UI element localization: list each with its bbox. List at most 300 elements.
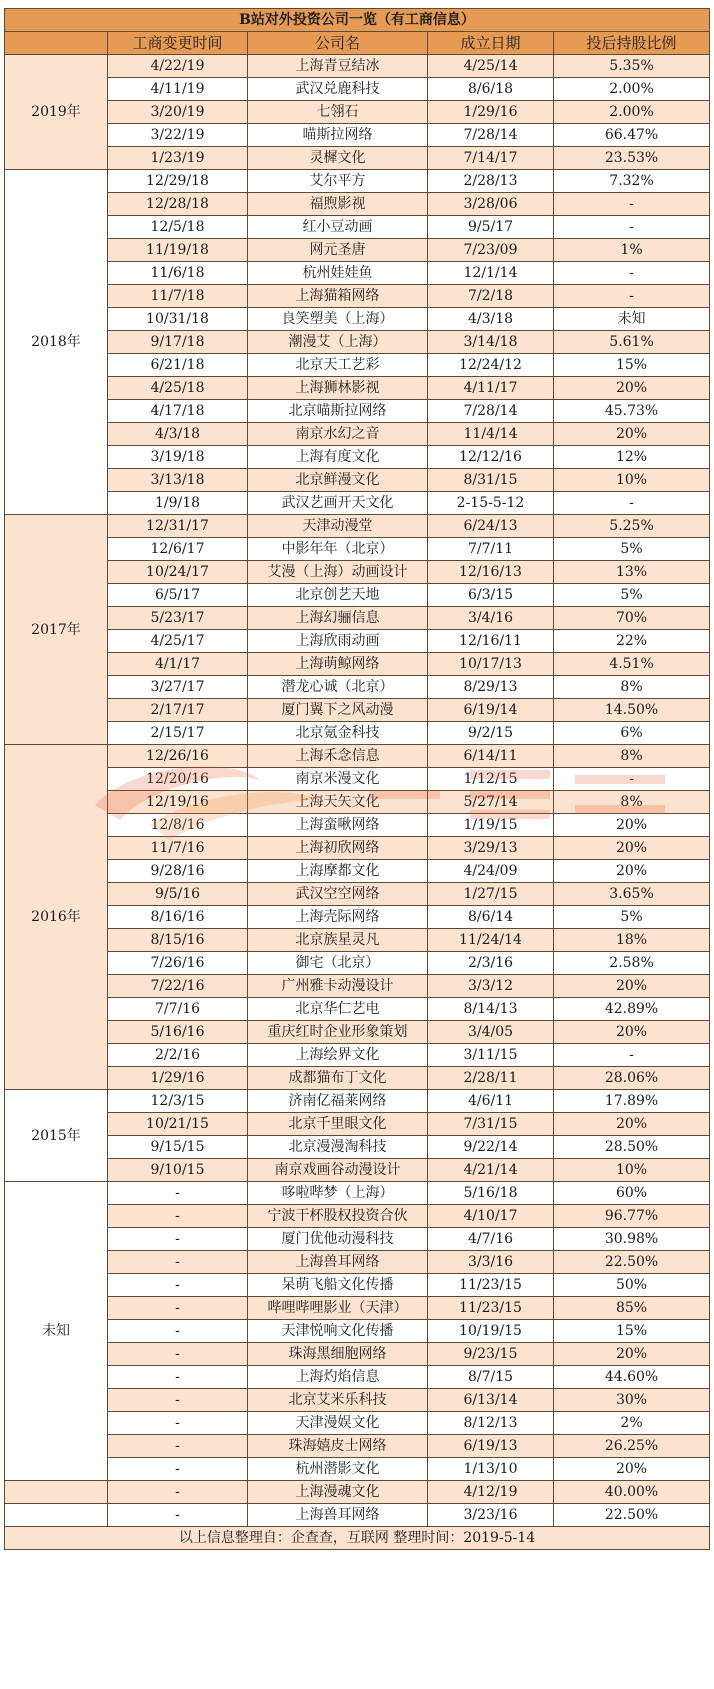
company-cell: 中影年年（北京） bbox=[248, 538, 428, 561]
header-corner bbox=[5, 32, 108, 55]
founded-cell: 9/5/17 bbox=[428, 216, 554, 239]
company-cell: 北京天工艺彩 bbox=[248, 354, 428, 377]
table-row bbox=[5, 952, 710, 975]
change-date-cell: 12/8/16 bbox=[108, 814, 248, 837]
stake-cell: 13% bbox=[554, 561, 710, 584]
stake-cell: 42.89% bbox=[554, 998, 710, 1021]
source-note: 以上信息整理自：企查查，互联网 整理时间：2019-5-14 bbox=[5, 1527, 710, 1550]
founded-cell: 3/4/05 bbox=[428, 1021, 554, 1044]
founded-cell: 11/24/14 bbox=[428, 929, 554, 952]
company-cell: 珠海嬉皮士网络 bbox=[248, 1435, 428, 1458]
table-row bbox=[5, 1504, 710, 1527]
stake-cell: - bbox=[554, 1044, 710, 1067]
change-date-cell: 1/23/19 bbox=[108, 147, 248, 170]
stake-cell: 50% bbox=[554, 1274, 710, 1297]
founded-cell: 7/23/09 bbox=[428, 239, 554, 262]
change-date-cell: 12/3/15 bbox=[108, 1090, 248, 1113]
change-date-cell: 4/25/17 bbox=[108, 630, 248, 653]
company-cell: 潜龙心诚（北京） bbox=[248, 676, 428, 699]
table-row bbox=[5, 929, 710, 952]
table-row bbox=[5, 607, 710, 630]
company-cell: 南京米漫文化 bbox=[248, 768, 428, 791]
company-cell: 哆啦哔梦（上海） bbox=[248, 1182, 428, 1205]
change-date-cell: 12/6/17 bbox=[108, 538, 248, 561]
founded-cell: 2/28/13 bbox=[428, 170, 554, 193]
company-cell: 北京喵斯拉网络 bbox=[248, 400, 428, 423]
table-row bbox=[5, 193, 710, 216]
founded-cell: 10/17/13 bbox=[428, 653, 554, 676]
company-cell: 上海壳际网络 bbox=[248, 906, 428, 929]
table-row bbox=[5, 860, 710, 883]
stake-cell: 未知 bbox=[554, 308, 710, 331]
change-date-cell: - bbox=[108, 1389, 248, 1412]
stake-cell: 28.06% bbox=[554, 1067, 710, 1090]
change-date-cell: 12/29/18 bbox=[108, 170, 248, 193]
stake-cell: 20% bbox=[554, 1113, 710, 1136]
founded-cell: 3/28/06 bbox=[428, 193, 554, 216]
table-row bbox=[5, 1228, 710, 1251]
table-row bbox=[5, 653, 710, 676]
founded-cell: 12/12/16 bbox=[428, 446, 554, 469]
group-label: 2019年 bbox=[5, 55, 108, 170]
table-row bbox=[5, 745, 710, 768]
company-cell: 艾尔平方 bbox=[248, 170, 428, 193]
change-date-cell: 9/10/15 bbox=[108, 1159, 248, 1182]
table-row bbox=[5, 561, 710, 584]
founded-cell: 8/7/15 bbox=[428, 1366, 554, 1389]
company-cell: 潮漫艾（上海） bbox=[248, 331, 428, 354]
table-row bbox=[5, 814, 710, 837]
stake-cell: 2.58% bbox=[554, 952, 710, 975]
stake-cell: - bbox=[554, 262, 710, 285]
stake-cell: 20% bbox=[554, 1021, 710, 1044]
table-row bbox=[5, 630, 710, 653]
change-date-cell: 2/2/16 bbox=[108, 1044, 248, 1067]
change-date-cell: 12/31/17 bbox=[108, 515, 248, 538]
change-date-cell: - bbox=[108, 1481, 248, 1504]
table-row bbox=[5, 975, 710, 998]
change-date-cell: 3/13/18 bbox=[108, 469, 248, 492]
table-row bbox=[5, 469, 710, 492]
stake-cell: 8% bbox=[554, 745, 710, 768]
change-date-cell: - bbox=[108, 1412, 248, 1435]
founded-cell: 8/14/13 bbox=[428, 998, 554, 1021]
change-date-cell: - bbox=[108, 1205, 248, 1228]
change-date-cell: 11/7/16 bbox=[108, 837, 248, 860]
founded-cell: 11/4/14 bbox=[428, 423, 554, 446]
founded-cell: 8/6/14 bbox=[428, 906, 554, 929]
group-label: 2016年 bbox=[5, 745, 108, 1090]
header-company: 公司名 bbox=[248, 32, 428, 55]
founded-cell: 12/16/13 bbox=[428, 561, 554, 584]
stake-cell: 15% bbox=[554, 1320, 710, 1343]
founded-cell: 4/3/18 bbox=[428, 308, 554, 331]
company-cell: 哔哩哔哩影业（天津） bbox=[248, 1297, 428, 1320]
group-label bbox=[5, 1504, 108, 1527]
company-cell: 天津漫娱文化 bbox=[248, 1412, 428, 1435]
change-date-cell: 11/7/18 bbox=[108, 285, 248, 308]
table-row bbox=[5, 170, 710, 193]
change-date-cell: 9/17/18 bbox=[108, 331, 248, 354]
stake-cell: 30.98% bbox=[554, 1228, 710, 1251]
founded-cell: 7/2/18 bbox=[428, 285, 554, 308]
change-date-cell: 8/15/16 bbox=[108, 929, 248, 952]
table-row bbox=[5, 1182, 710, 1205]
founded-cell: 9/2/15 bbox=[428, 722, 554, 745]
company-cell: 成都猫布丁文化 bbox=[248, 1067, 428, 1090]
stake-cell: 6% bbox=[554, 722, 710, 745]
stake-cell: 44.60% bbox=[554, 1366, 710, 1389]
founded-cell: 12/16/11 bbox=[428, 630, 554, 653]
company-cell: 北京创艺天地 bbox=[248, 584, 428, 607]
stake-cell: 66.47% bbox=[554, 124, 710, 147]
stake-cell: 26.25% bbox=[554, 1435, 710, 1458]
stake-cell: 70% bbox=[554, 607, 710, 630]
table-row bbox=[5, 446, 710, 469]
company-cell: 北京漫漫淘科技 bbox=[248, 1136, 428, 1159]
stake-cell: 60% bbox=[554, 1182, 710, 1205]
founded-cell: 3/11/15 bbox=[428, 1044, 554, 1067]
company-cell: 北京千里眼文化 bbox=[248, 1113, 428, 1136]
company-cell: 厦门翼下之风动漫 bbox=[248, 699, 428, 722]
change-date-cell: 2/15/17 bbox=[108, 722, 248, 745]
header-founded: 成立日期 bbox=[428, 32, 554, 55]
company-cell: 上海初欣网络 bbox=[248, 837, 428, 860]
company-cell: 珠海黑细胞网络 bbox=[248, 1343, 428, 1366]
change-date-cell: 7/26/16 bbox=[108, 952, 248, 975]
founded-cell: 6/14/11 bbox=[428, 745, 554, 768]
stake-cell: 5.25% bbox=[554, 515, 710, 538]
founded-cell: 6/19/13 bbox=[428, 1435, 554, 1458]
table-row bbox=[5, 1067, 710, 1090]
stake-cell: 85% bbox=[554, 1297, 710, 1320]
founded-cell: 4/25/14 bbox=[428, 55, 554, 78]
change-date-cell: 11/19/18 bbox=[108, 239, 248, 262]
change-date-cell: 11/6/18 bbox=[108, 262, 248, 285]
founded-cell: 7/28/14 bbox=[428, 124, 554, 147]
founded-cell: 4/10/17 bbox=[428, 1205, 554, 1228]
founded-cell: 3/3/12 bbox=[428, 975, 554, 998]
change-date-cell: - bbox=[108, 1458, 248, 1481]
founded-cell: 2-15-5-12 bbox=[428, 492, 554, 515]
stake-cell: 20% bbox=[554, 1458, 710, 1481]
founded-cell: 7/14/17 bbox=[428, 147, 554, 170]
change-date-cell: - bbox=[108, 1504, 248, 1527]
change-date-cell: 4/3/18 bbox=[108, 423, 248, 446]
stake-cell: - bbox=[554, 216, 710, 239]
company-cell: 武汉艺画开天文化 bbox=[248, 492, 428, 515]
change-date-cell: - bbox=[108, 1251, 248, 1274]
founded-cell: 9/23/15 bbox=[428, 1343, 554, 1366]
company-cell: 上海漫魂文化 bbox=[248, 1481, 428, 1504]
table-row bbox=[5, 1090, 710, 1113]
table-row bbox=[5, 837, 710, 860]
company-cell: 上海兽耳网络 bbox=[248, 1251, 428, 1274]
company-cell: 上海有度文化 bbox=[248, 446, 428, 469]
group-label bbox=[5, 1481, 108, 1504]
table-row bbox=[5, 1274, 710, 1297]
founded-cell: 1/13/10 bbox=[428, 1458, 554, 1481]
table-row bbox=[5, 1389, 710, 1412]
company-cell: 上海天矢文化 bbox=[248, 791, 428, 814]
founded-cell: 4/6/11 bbox=[428, 1090, 554, 1113]
stake-cell: 22.50% bbox=[554, 1504, 710, 1527]
company-cell: 宁波干杯股权投资合伙 bbox=[248, 1205, 428, 1228]
founded-cell: 3/14/18 bbox=[428, 331, 554, 354]
stake-cell: 20% bbox=[554, 860, 710, 883]
stake-cell: 8% bbox=[554, 676, 710, 699]
table-row bbox=[5, 1481, 710, 1504]
stake-cell: 12% bbox=[554, 446, 710, 469]
founded-cell: 3/3/16 bbox=[428, 1251, 554, 1274]
founded-cell: 4/12/19 bbox=[428, 1481, 554, 1504]
company-cell: 南京水幻之音 bbox=[248, 423, 428, 446]
company-cell: 御宅（北京） bbox=[248, 952, 428, 975]
table-row bbox=[5, 676, 710, 699]
company-cell: 上海蛮啾网络 bbox=[248, 814, 428, 837]
footer-row bbox=[5, 1527, 710, 1550]
company-cell: 上海兽耳网络 bbox=[248, 1504, 428, 1527]
founded-cell: 1/29/16 bbox=[428, 101, 554, 124]
table-row bbox=[5, 722, 710, 745]
change-date-cell: 7/7/16 bbox=[108, 998, 248, 1021]
company-cell: 红小豆动画 bbox=[248, 216, 428, 239]
company-cell: 天津动漫堂 bbox=[248, 515, 428, 538]
table-row bbox=[5, 1044, 710, 1067]
table-row bbox=[5, 1343, 710, 1366]
founded-cell: 2/28/11 bbox=[428, 1067, 554, 1090]
change-date-cell: 9/28/16 bbox=[108, 860, 248, 883]
change-date-cell: - bbox=[108, 1320, 248, 1343]
change-date-cell: 12/5/18 bbox=[108, 216, 248, 239]
table-row bbox=[5, 584, 710, 607]
change-date-cell: 2/17/17 bbox=[108, 699, 248, 722]
company-cell: 良笑塑美（上海） bbox=[248, 308, 428, 331]
change-date-cell: 4/1/17 bbox=[108, 653, 248, 676]
table-row bbox=[5, 1021, 710, 1044]
stake-cell: - bbox=[554, 492, 710, 515]
founded-cell: 3/29/13 bbox=[428, 837, 554, 860]
founded-cell: 8/31/15 bbox=[428, 469, 554, 492]
table-row bbox=[5, 1205, 710, 1228]
change-date-cell: 6/21/18 bbox=[108, 354, 248, 377]
company-cell: 天津悦响文化传播 bbox=[248, 1320, 428, 1343]
change-date-cell: 3/27/17 bbox=[108, 676, 248, 699]
stake-cell: 8% bbox=[554, 791, 710, 814]
change-date-cell: 4/22/19 bbox=[108, 55, 248, 78]
table-row bbox=[5, 377, 710, 400]
stake-cell: 1% bbox=[554, 239, 710, 262]
stake-cell: 5% bbox=[554, 584, 710, 607]
founded-cell: 5/27/14 bbox=[428, 791, 554, 814]
stake-cell: 96.77% bbox=[554, 1205, 710, 1228]
founded-cell: 3/4/16 bbox=[428, 607, 554, 630]
founded-cell: 2/3/16 bbox=[428, 952, 554, 975]
change-date-cell: 1/9/18 bbox=[108, 492, 248, 515]
table-row bbox=[5, 262, 710, 285]
company-cell: 武汉兑鹿科技 bbox=[248, 78, 428, 101]
founded-cell: 6/19/14 bbox=[428, 699, 554, 722]
table-row bbox=[5, 78, 710, 101]
company-cell: 重庆红时企业形象策划 bbox=[248, 1021, 428, 1044]
stake-cell: 2.00% bbox=[554, 101, 710, 124]
change-date-cell: 10/21/15 bbox=[108, 1113, 248, 1136]
change-date-cell: 3/19/18 bbox=[108, 446, 248, 469]
table-row bbox=[5, 216, 710, 239]
company-cell: 济南亿福莱网络 bbox=[248, 1090, 428, 1113]
group-label: 未知 bbox=[5, 1182, 108, 1481]
table-row bbox=[5, 308, 710, 331]
table-row bbox=[5, 1412, 710, 1435]
change-date-cell: 10/31/18 bbox=[108, 308, 248, 331]
company-cell: 北京族星灵凡 bbox=[248, 929, 428, 952]
change-date-cell: 4/11/19 bbox=[108, 78, 248, 101]
stake-cell: 20% bbox=[554, 423, 710, 446]
table-row bbox=[5, 423, 710, 446]
founded-cell: 1/19/15 bbox=[428, 814, 554, 837]
founded-cell: 11/23/15 bbox=[428, 1297, 554, 1320]
company-cell: 上海欣雨动画 bbox=[248, 630, 428, 653]
change-date-cell: - bbox=[108, 1182, 248, 1205]
table-row bbox=[5, 1251, 710, 1274]
group-label: 2018年 bbox=[5, 170, 108, 515]
company-cell: 上海萌鲸网络 bbox=[248, 653, 428, 676]
stake-cell: 20% bbox=[554, 837, 710, 860]
table-row bbox=[5, 1159, 710, 1182]
founded-cell: 8/29/13 bbox=[428, 676, 554, 699]
table-row bbox=[5, 998, 710, 1021]
table-row bbox=[5, 101, 710, 124]
company-cell: 福煦影视 bbox=[248, 193, 428, 216]
stake-cell: 5% bbox=[554, 906, 710, 929]
company-cell: 杭州娃娃鱼 bbox=[248, 262, 428, 285]
table-row bbox=[5, 906, 710, 929]
stake-cell: 20% bbox=[554, 975, 710, 998]
change-date-cell: - bbox=[108, 1366, 248, 1389]
change-date-cell: 1/29/16 bbox=[108, 1067, 248, 1090]
stake-cell: 7.32% bbox=[554, 170, 710, 193]
stake-cell: 30% bbox=[554, 1389, 710, 1412]
table-row bbox=[5, 515, 710, 538]
stake-cell: 22.50% bbox=[554, 1251, 710, 1274]
company-cell: 上海青豆结冰 bbox=[248, 55, 428, 78]
founded-cell: 7/28/14 bbox=[428, 400, 554, 423]
change-date-cell: 12/26/16 bbox=[108, 745, 248, 768]
founded-cell: 9/22/14 bbox=[428, 1136, 554, 1159]
company-cell: 上海绘界文化 bbox=[248, 1044, 428, 1067]
change-date-cell: 3/20/19 bbox=[108, 101, 248, 124]
founded-cell: 8/12/13 bbox=[428, 1412, 554, 1435]
founded-cell: 6/3/15 bbox=[428, 584, 554, 607]
stake-cell: 17.89% bbox=[554, 1090, 710, 1113]
table-row bbox=[5, 400, 710, 423]
table-row bbox=[5, 1297, 710, 1320]
stake-cell: 3.65% bbox=[554, 883, 710, 906]
company-cell: 北京氪金科技 bbox=[248, 722, 428, 745]
stake-cell: - bbox=[554, 285, 710, 308]
company-cell: 厦门优他动漫科技 bbox=[248, 1228, 428, 1251]
stake-cell: 5.61% bbox=[554, 331, 710, 354]
company-cell: 上海猫箱网络 bbox=[248, 285, 428, 308]
stake-cell: 2% bbox=[554, 1412, 710, 1435]
company-cell: 上海禾念信息 bbox=[248, 745, 428, 768]
table-row bbox=[5, 1366, 710, 1389]
company-cell: 北京鲜漫文化 bbox=[248, 469, 428, 492]
table-row bbox=[5, 883, 710, 906]
change-date-cell: - bbox=[108, 1228, 248, 1251]
table-row bbox=[5, 699, 710, 722]
founded-cell: 4/11/17 bbox=[428, 377, 554, 400]
stake-cell: 40.00% bbox=[554, 1481, 710, 1504]
founded-cell: 3/23/16 bbox=[428, 1504, 554, 1527]
founded-cell: 4/24/09 bbox=[428, 860, 554, 883]
company-cell: 杭州潜影文化 bbox=[248, 1458, 428, 1481]
founded-cell: 12/1/14 bbox=[428, 262, 554, 285]
founded-cell: 7/31/15 bbox=[428, 1113, 554, 1136]
founded-cell: 1/27/15 bbox=[428, 883, 554, 906]
company-cell: 上海幻骊信息 bbox=[248, 607, 428, 630]
table-row bbox=[5, 147, 710, 170]
title-row bbox=[5, 9, 710, 32]
stake-cell: 10% bbox=[554, 1159, 710, 1182]
company-cell: 南京戏画谷动漫设计 bbox=[248, 1159, 428, 1182]
founded-cell: 7/7/11 bbox=[428, 538, 554, 561]
table-row bbox=[5, 1320, 710, 1343]
company-cell: 上海狮林影视 bbox=[248, 377, 428, 400]
change-date-cell: 4/25/18 bbox=[108, 377, 248, 400]
investment-table bbox=[4, 8, 710, 1550]
founded-cell: 6/24/13 bbox=[428, 515, 554, 538]
table-row bbox=[5, 55, 710, 78]
stake-cell: 45.73% bbox=[554, 400, 710, 423]
company-cell: 武汉空空网络 bbox=[248, 883, 428, 906]
stake-cell: 22% bbox=[554, 630, 710, 653]
table-row bbox=[5, 1458, 710, 1481]
stake-cell: 20% bbox=[554, 1343, 710, 1366]
change-date-cell: 7/22/16 bbox=[108, 975, 248, 998]
stake-cell: 5% bbox=[554, 538, 710, 561]
change-date-cell: 8/16/16 bbox=[108, 906, 248, 929]
founded-cell: 4/7/16 bbox=[428, 1228, 554, 1251]
company-cell: 网元圣唐 bbox=[248, 239, 428, 262]
founded-cell: 11/23/15 bbox=[428, 1274, 554, 1297]
stake-cell: - bbox=[554, 768, 710, 791]
group-label: 2015年 bbox=[5, 1090, 108, 1182]
table-title: B站对外投资公司一览（有工商信息） bbox=[5, 9, 710, 32]
table-row bbox=[5, 791, 710, 814]
founded-cell: 8/6/18 bbox=[428, 78, 554, 101]
company-cell: 七翎石 bbox=[248, 101, 428, 124]
company-cell: 广州雅卡动漫设计 bbox=[248, 975, 428, 998]
table-row bbox=[5, 239, 710, 262]
change-date-cell: 12/20/16 bbox=[108, 768, 248, 791]
change-date-cell: - bbox=[108, 1435, 248, 1458]
stake-cell: 20% bbox=[554, 814, 710, 837]
company-cell: 呆萌飞船文化传播 bbox=[248, 1274, 428, 1297]
header-row bbox=[5, 32, 710, 55]
group-label: 2017年 bbox=[5, 515, 108, 745]
stake-cell: 20% bbox=[554, 377, 710, 400]
change-date-cell: 9/5/16 bbox=[108, 883, 248, 906]
change-date-cell: 10/24/17 bbox=[108, 561, 248, 584]
stake-cell: 4.51% bbox=[554, 653, 710, 676]
table-row bbox=[5, 538, 710, 561]
table-row bbox=[5, 1113, 710, 1136]
company-cell: 灵樨文化 bbox=[248, 147, 428, 170]
stake-cell: 5.35% bbox=[554, 55, 710, 78]
stake-cell: - bbox=[554, 193, 710, 216]
stake-cell: 10% bbox=[554, 469, 710, 492]
